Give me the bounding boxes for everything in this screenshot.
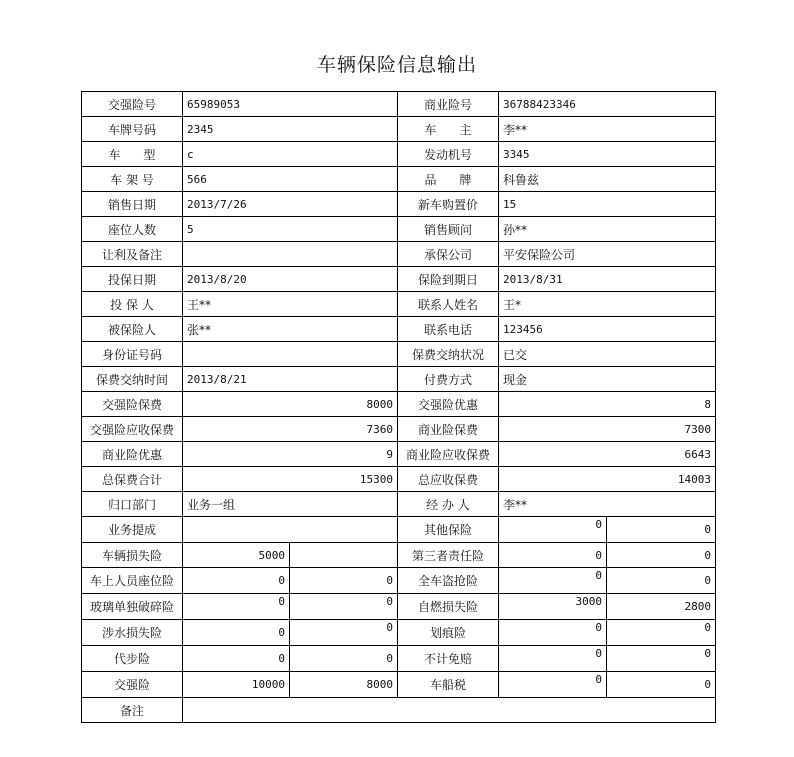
value-brand: 科鲁兹	[499, 167, 716, 192]
label-vehicle-loss: 车辆损失险	[82, 543, 183, 568]
value-no-deductible-b: 0	[607, 646, 716, 672]
label-total-premium: 总保费合计	[82, 467, 183, 492]
value-plate: 2345	[183, 117, 398, 142]
label-insure-date: 投保日期	[82, 267, 183, 292]
value-vessel-tax-b: 0	[607, 672, 716, 698]
label-syx-discount: 商业险优惠	[82, 442, 183, 467]
label-rebate: 让利及备注	[82, 242, 183, 267]
label-jqx-no: 交强险号	[82, 92, 183, 117]
value-contact-name: 王*	[499, 292, 716, 317]
value-jqx-discount: 8	[499, 392, 716, 417]
label-dept: 归口部门	[82, 492, 183, 517]
table-row	[82, 317, 716, 342]
value-glass-a: 0	[183, 594, 290, 620]
label-note: 备注	[82, 698, 183, 723]
label-vessel-tax: 车船税	[398, 672, 499, 698]
value-id-no	[183, 342, 398, 367]
table-row	[82, 192, 716, 217]
value-engine: 3345	[499, 142, 716, 167]
label-seat-ins: 车上人员座位险	[82, 568, 183, 594]
insurance-table	[81, 91, 716, 723]
label-engine: 发动机号	[398, 142, 499, 167]
label-contact-phone: 联系电话	[398, 317, 499, 342]
label-jqx-discount: 交强险优惠	[398, 392, 499, 417]
table-row	[82, 392, 716, 417]
table-row	[82, 594, 716, 620]
value-jqx-receivable: 7360	[183, 417, 398, 442]
value-water-b: 0	[290, 620, 398, 646]
label-underwriter: 承保公司	[398, 242, 499, 267]
value-jqx-premium: 8000	[183, 392, 398, 417]
label-glass: 玻璃单独破碎险	[82, 594, 183, 620]
value-underwriter: 平安保险公司	[499, 242, 716, 267]
table-row	[82, 117, 716, 142]
value-third-party-a: 0	[499, 543, 607, 568]
value-frame: 566	[183, 167, 398, 192]
label-syx-premium: 商业险保费	[398, 417, 499, 442]
label-contact-name: 联系人姓名	[398, 292, 499, 317]
value-vehicle-loss-a: 5000	[183, 543, 290, 568]
table-row	[82, 492, 716, 517]
table-row	[82, 242, 716, 267]
table-row	[82, 217, 716, 242]
value-syx-premium: 7300	[499, 417, 716, 442]
label-pay-status: 保费交纳状况	[398, 342, 499, 367]
table-row	[82, 467, 716, 492]
table-row	[82, 342, 716, 367]
table-row	[82, 568, 716, 594]
label-seats: 座位人数	[82, 217, 183, 242]
label-sales-advisor: 销售顾问	[398, 217, 499, 242]
label-syx-no: 商业险号	[398, 92, 499, 117]
table-row	[82, 442, 716, 467]
value-dept: 业务一组	[183, 492, 398, 517]
value-fire-b: 2800	[607, 594, 716, 620]
value-model: c	[183, 142, 398, 167]
value-total-premium: 15300	[183, 467, 398, 492]
value-replace-car-a: 0	[183, 646, 290, 672]
label-jqx-premium: 交强险保费	[82, 392, 183, 417]
table-row	[82, 646, 716, 672]
value-replace-car-b: 0	[290, 646, 398, 672]
label-pay-method: 付费方式	[398, 367, 499, 392]
label-brand: 品 牌	[398, 167, 499, 192]
value-third-party-b: 0	[607, 543, 716, 568]
value-expire-date: 2013/8/31	[499, 267, 716, 292]
table-row	[82, 698, 716, 723]
value-contact-phone: 123456	[499, 317, 716, 342]
value-sales-advisor: 孙**	[499, 217, 716, 242]
value-scratch-a: 0	[499, 620, 607, 646]
value-vehicle-loss-b	[290, 543, 398, 568]
value-no-deductible-a: 0	[499, 646, 607, 672]
label-new-price: 新车购置价	[398, 192, 499, 217]
table-row	[82, 620, 716, 646]
value-rebate	[183, 242, 398, 267]
label-plate: 车牌号码	[82, 117, 183, 142]
label-model: 车 型	[82, 142, 183, 167]
label-commission: 业务提成	[82, 517, 183, 543]
label-scratch: 划痕险	[398, 620, 499, 646]
table-row	[82, 367, 716, 392]
value-syx-discount: 9	[183, 442, 398, 467]
label-no-deductible: 不计免赔	[398, 646, 499, 672]
value-fire-a: 3000	[499, 594, 607, 620]
value-handler: 李**	[499, 492, 716, 517]
value-jqx-no: 65989053	[183, 92, 398, 117]
value-jqx-a: 10000	[183, 672, 290, 698]
table-row	[82, 92, 716, 117]
table-row	[82, 543, 716, 568]
value-theft-a: 0	[499, 568, 607, 594]
value-other-b: 0	[607, 517, 716, 543]
label-handler: 经 办 人	[398, 492, 499, 517]
label-jqx-receivable: 交强险应收保费	[82, 417, 183, 442]
table-row	[82, 517, 716, 543]
table-row	[82, 417, 716, 442]
label-pay-time: 保费交纳时间	[82, 367, 183, 392]
table-row	[82, 267, 716, 292]
label-theft: 全车盗抢险	[398, 568, 499, 594]
page-title: 车辆保险信息输出	[316, 54, 477, 76]
value-insured: 张**	[183, 317, 398, 342]
value-glass-b: 0	[290, 594, 398, 620]
table-row	[82, 672, 716, 698]
value-new-price: 15	[499, 192, 716, 217]
label-frame: 车 架 号	[82, 167, 183, 192]
value-vessel-tax-a: 0	[499, 672, 607, 698]
label-insurer-person: 投 保 人	[82, 292, 183, 317]
label-owner: 车 主	[398, 117, 499, 142]
label-other: 其他保险	[398, 517, 499, 543]
value-insurer-person: 王**	[183, 292, 398, 317]
label-replace-car: 代步险	[82, 646, 183, 672]
value-note	[183, 698, 716, 723]
value-seat-ins-b: 0	[290, 568, 398, 594]
value-owner: 李**	[499, 117, 716, 142]
value-sale-date: 2013/7/26	[183, 192, 398, 217]
value-pay-status: 已交	[499, 342, 716, 367]
value-pay-method: 现金	[499, 367, 716, 392]
value-syx-no: 36788423346	[499, 92, 716, 117]
value-commission	[183, 517, 398, 543]
label-expire-date: 保险到期日	[398, 267, 499, 292]
value-water-a: 0	[183, 620, 290, 646]
label-total-receivable: 总应收保费	[398, 467, 499, 492]
table-row	[82, 167, 716, 192]
label-sale-date: 销售日期	[82, 192, 183, 217]
value-other-a: 0	[499, 517, 607, 543]
label-water: 涉水损失险	[82, 620, 183, 646]
label-third-party: 第三者责任险	[398, 543, 499, 568]
label-insured: 被保险人	[82, 317, 183, 342]
value-scratch-b: 0	[607, 620, 716, 646]
table-row	[82, 292, 716, 317]
value-pay-time: 2013/8/21	[183, 367, 398, 392]
label-fire: 自燃损失险	[398, 594, 499, 620]
value-syx-receivable: 6643	[499, 442, 716, 467]
value-insure-date: 2013/8/20	[183, 267, 398, 292]
value-total-receivable: 14003	[499, 467, 716, 492]
label-id-no: 身份证号码	[82, 342, 183, 367]
value-theft-b: 0	[607, 568, 716, 594]
label-jqx: 交强险	[82, 672, 183, 698]
value-seats: 5	[183, 217, 398, 242]
value-seat-ins-a: 0	[183, 568, 290, 594]
label-syx-receivable: 商业险应收保费	[398, 442, 499, 467]
table-row	[82, 142, 716, 167]
value-jqx-b: 8000	[290, 672, 398, 698]
